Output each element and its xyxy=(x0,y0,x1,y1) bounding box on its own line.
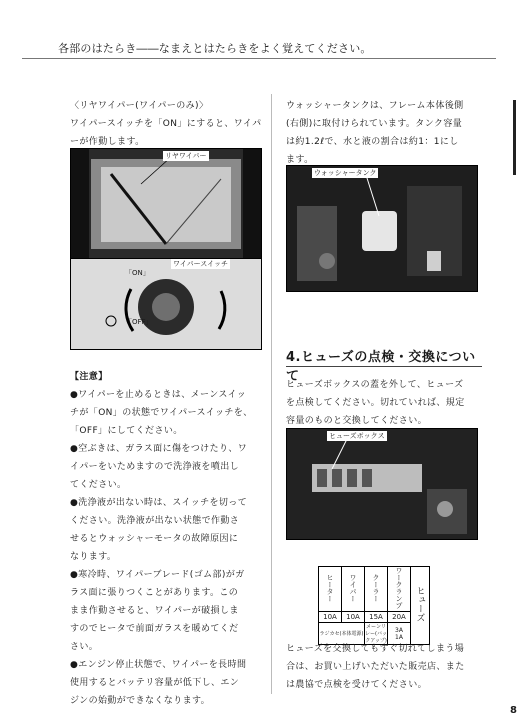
fuse-box-photo xyxy=(286,428,478,540)
left-intro xyxy=(70,97,270,151)
washer-tank-photo xyxy=(286,165,478,292)
caution-item: ●ワイパーを止めるときは、メーンスイッ チが「ON」の状態でワイパースイッチを、 「OFF」にしてください。 xyxy=(70,390,253,436)
rear-wiper-photo xyxy=(70,148,262,260)
fuse-value-cell: 15A xyxy=(365,612,388,623)
fuse-value-cell: 10A xyxy=(319,612,342,623)
header-rule xyxy=(22,58,496,59)
caution-item: ●空ぶきは、ガラス面に傷をつけたり、ワ イパーをいためますので洗浄液を噴出し てください。 xyxy=(70,444,248,490)
fuse-header-cell: クーラー xyxy=(365,567,388,612)
wiper-switch-illustration xyxy=(71,259,261,349)
fuse-footer-text: ヒューズを交換してもすぐ切れてしまう場 合は、お買い上げいただいた販売店、また は農協で点検を受けてください。 xyxy=(286,644,465,690)
wiper-switch-label: ワイパースイッチ xyxy=(173,260,229,268)
switch-on-label: 「ON」 xyxy=(125,269,150,277)
caution-title: 【注意】 xyxy=(70,372,108,382)
fuse-table xyxy=(318,566,430,645)
fuse-value-cell: 20A xyxy=(388,612,411,623)
fuse-text: ヒューズボックスの蓋を外して、ヒューズ を点検してください。切れていれば、規定 容量のものと交換してください。 xyxy=(286,380,465,426)
fuse-radio-cell: ラジカセ(本体電源) xyxy=(319,623,365,645)
section-title-rule xyxy=(286,366,482,367)
fuse-relay-cell: メーンリレー(バックアップ) xyxy=(365,624,387,644)
fuse-table-wrap xyxy=(318,566,430,645)
fuse-header-cell: ヒーター xyxy=(319,567,342,612)
washer-tank-label: ウォッシャータンク xyxy=(314,169,377,177)
page-number: 8 xyxy=(510,705,517,716)
wiper-switch-photo xyxy=(70,258,262,350)
page-header: 各部のはたらき――なまえとはたらきをよく覚えてください。 xyxy=(58,42,372,55)
column-divider xyxy=(271,94,272,694)
fuse-value-cell: 10A xyxy=(342,612,365,623)
rear-wiper-illustration xyxy=(71,149,261,259)
fuse-header-cell: ワイパー xyxy=(342,567,365,612)
fuse-relay-values: 3A 1A xyxy=(388,623,411,645)
fuse-section-title: 4.ヒューズの点検・交換について xyxy=(286,350,476,384)
caution-item: ●エンジン停止状態で、ワイパーを長時間 使用するとバッテリ容量が低下し、エン ジンの始動ができなくなります。 xyxy=(70,660,247,706)
intro-line: ワイパースイッチを「ON」にすると、ワイパ xyxy=(70,119,262,129)
fuse-box-label: ヒューズボックス xyxy=(329,432,385,440)
rear-wiper-label: リヤワイパー xyxy=(165,152,207,160)
intro-line: ーが作動します。 xyxy=(70,137,145,147)
caution-section xyxy=(70,368,266,710)
caution-item: ●洗浄液が出ない時は、スイッチを切って ください。洗浄液が出ない状態で作動さ せるとウォッシャーモータの故障原因に なります。 xyxy=(70,498,248,562)
fuse-side-label: ヒューズ xyxy=(411,567,430,645)
fuse-box-illustration xyxy=(287,429,477,539)
caution-item: ●寒冷時、ワイパーブレード(ゴム部)がガ ラス面に張りつくことがあります。この まま作動させると、ワイパーが破損しま すのでヒータで前面ガラスを暖めてくだ さい。 xyxy=(70,570,245,652)
fuse-header-cell: ワークランプ xyxy=(388,567,411,612)
page-edge-bar xyxy=(513,100,516,175)
switch-off-label: 「OFF」 xyxy=(125,318,153,326)
washer-tank-illustration xyxy=(287,166,477,291)
washer-text: ウォッシャータンクは、フレーム本体後側 (右側)に取付けられています。タンク容量 は約1.2ℓで、水と液の割合は約1：1にし ます。 xyxy=(286,101,464,165)
rear-wiper-heading: 〈リヤワイパー(ワイパーのみ)〉 xyxy=(70,101,209,111)
